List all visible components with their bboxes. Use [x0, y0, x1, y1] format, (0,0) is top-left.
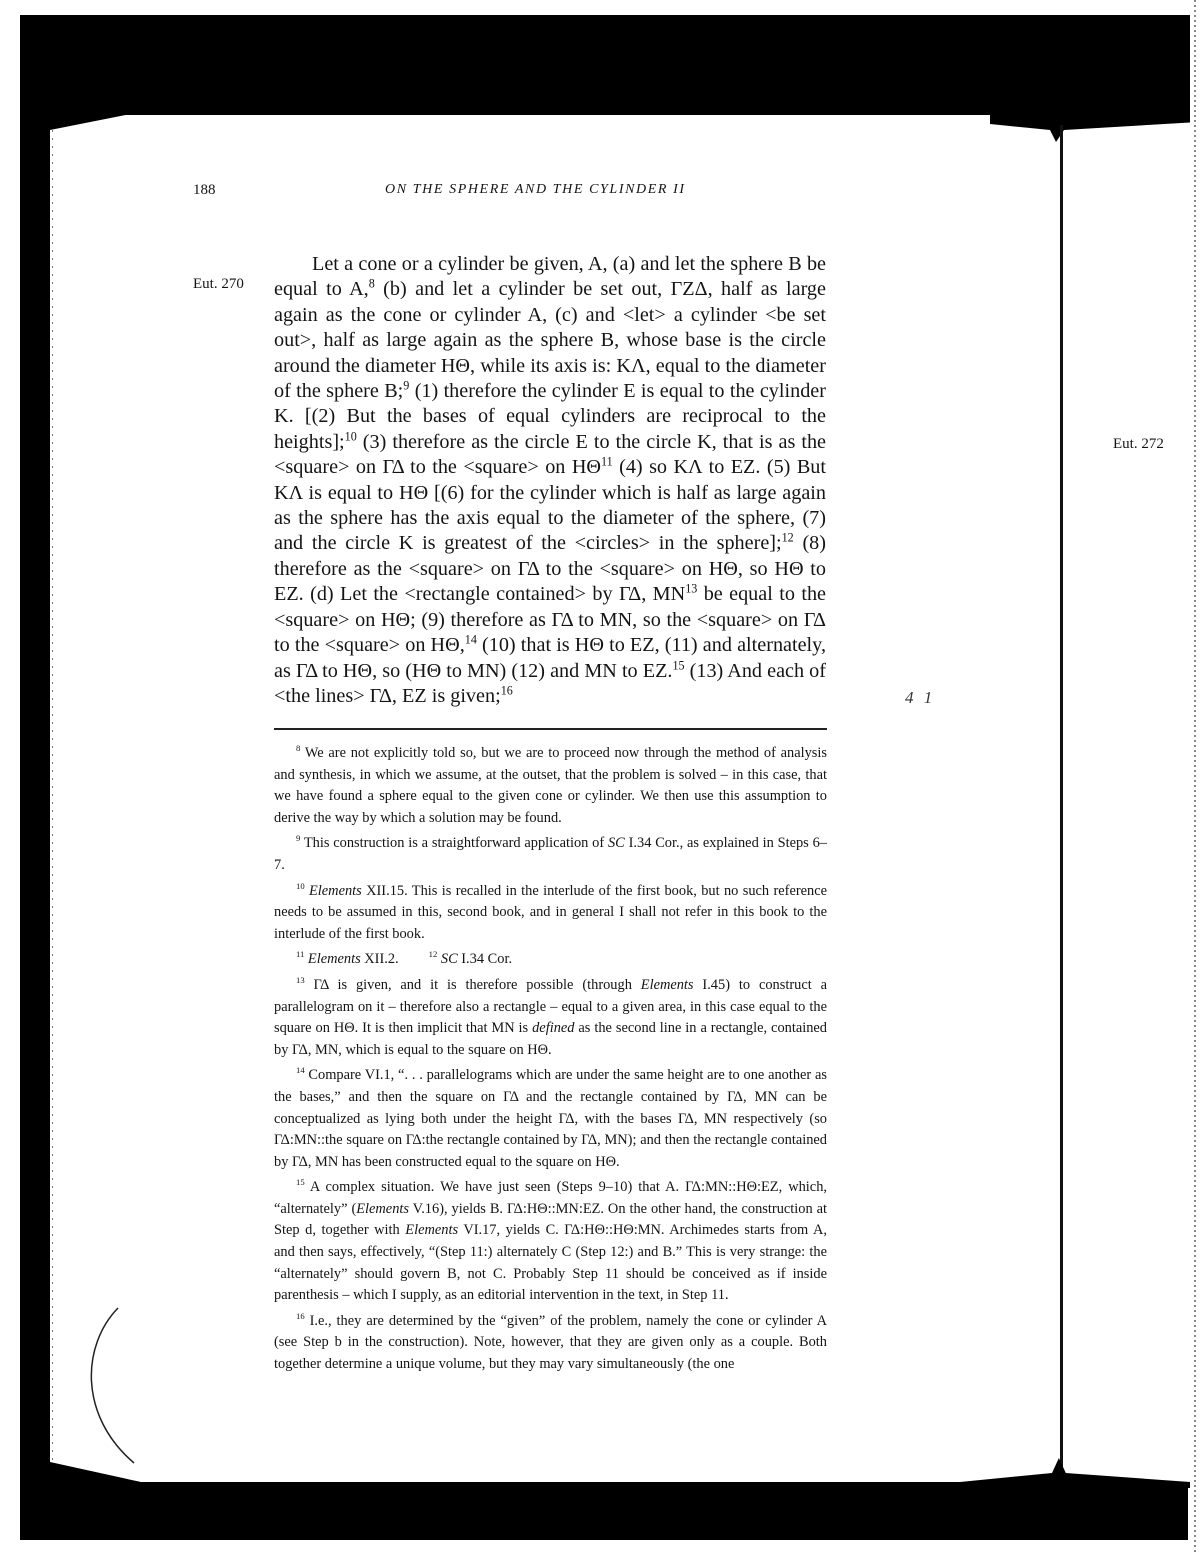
- footnote-ref-9[interactable]: 9: [403, 378, 410, 393]
- margin-note-left: Eut. 270: [193, 276, 244, 292]
- scan-border-bottom-slope: [50, 1462, 140, 1484]
- footnote-text: A complex situation. We have just seen (Steps 9–10) that A. ΓΔ:MN::HΘ:EZ, which, “alternately” (: [274, 1179, 827, 1217]
- footnote-10: [274, 881, 827, 946]
- page-number: 188: [193, 182, 216, 198]
- text-segment: (13) And each of <the lines> ΓΔ, EZ is given;: [274, 659, 826, 707]
- footnote-italic: Elements: [356, 1200, 409, 1217]
- text-segment: Let a cone or a cylinder be given, A, (a) and let the sphere B be equal to A,: [274, 253, 826, 301]
- footnote-rule: [274, 728, 827, 730]
- text-segment: (b) and let a cylinder be set out, ΓZΔ, half as large again as the cone or cylinder A, (c) and <let> a cylinder <be set out>, half as large again as the sphere B, whose base is the circle around the diameter HΘ, while its axis is: KΛ, equal to the diameter of the sphere B;: [274, 278, 826, 403]
- footnote-italic: defined: [532, 1020, 575, 1037]
- footnote-text: ΓΔ is given, and it is therefore possible (through: [313, 976, 641, 993]
- footnote-text: I.34 Cor., as explained in Steps 6–7.: [274, 835, 827, 873]
- footnote-ref-14[interactable]: 14: [464, 632, 477, 647]
- footnote-number: 10: [296, 880, 305, 891]
- footnotes: [274, 743, 827, 1380]
- footnote-text: We are not explicitly told so, but we are to proceed now through the method of analysis and synthesis, in which we assume, at the outset, that the problem is solved – in this case, that we have found a sphere equal to the given cone or cylinder. We then use this assumption to derive the way by which a solution may be found.: [274, 745, 827, 826]
- footnote-number: 13: [296, 975, 305, 986]
- footnote-ref-12[interactable]: 12: [781, 530, 794, 545]
- footnote-number: 12: [428, 949, 438, 960]
- footnote-number: 11: [296, 949, 305, 960]
- text-segment: (3) therefore as the circle E to the circle K, that is as the <square> on ΓΔ to the <square> on HΘ: [274, 430, 826, 479]
- footnote-text: as the second line in a rectangle, contained by ΓΔ, MN, which is equal to the square on HΘ.: [274, 1020, 827, 1058]
- running-head: ON THE SPHERE AND THE CYLINDER II: [385, 182, 686, 197]
- footnote-text: I.45) to construct a parallelogram on it – therefore also a rectangle – equal to a given area, in this case equal to the square on HΘ. It is then implicit that MN is: [274, 976, 827, 1037]
- main-paragraph: [274, 252, 826, 709]
- footnote-number: 9: [296, 833, 301, 844]
- footnote-15: [274, 1177, 827, 1307]
- scan-border-bottom: [20, 1482, 1188, 1540]
- footnote-ref-13[interactable]: 13: [685, 581, 698, 596]
- book-gutter-top: [990, 112, 1190, 142]
- scan-right-edge: [1194, 0, 1196, 1552]
- footnote-italic: SC: [607, 835, 625, 852]
- footnote-italic: SC: [440, 951, 458, 968]
- footnote-number: 15: [296, 1177, 305, 1188]
- text-segment: (8) therefore as the <square> on ΓΔ to the <square> on HΘ, so HΘ to EZ. (d) Let the <rectangle contained> by ΓΔ, MN: [274, 532, 826, 606]
- footnote-ref-11[interactable]: 11: [601, 454, 613, 469]
- footnote-number: 8: [296, 743, 301, 754]
- footnote-11-12: [274, 949, 827, 971]
- footnote-text: Compare VI.1, “. . . parallelograms which are under the same height are to one another as the bases,” and then the square on ΓΔ and the rectangle contained by ΓΔ, MN can be conceptualized as lying both under the height ΓΔ, with the bases ΓΔ, MN respectively (so ΓΔ:MN::the square on ΓΔ:the rectangle contained by ΓΔ, MN); and then the rectangle contained by ΓΔ, MN has been constructed equal to the square on HΘ.: [274, 1067, 827, 1170]
- footnote-text: VI.17, yields C. ΓΔ:HΘ::HΘ:MN. Archimedes starts from A, and then says, effectively, “(Step 11:) alternately C (Step 12:) and B.” This is very strange: the “alternately” should govern B, not C. Probably Step 11 should be conceived as if inside parenthesis – which I supply, as an editorial intervention in the text, in Step 11.: [274, 1222, 827, 1304]
- text-segment: (4) so KΛ to EZ. (5) But KΛ is equal to HΘ [(6) for the cylinder which is half as large again as the sphere has the axis equal to the diameter of the sphere, (7) and the circle K is greatest of the <circles> in the sphere];: [274, 456, 826, 555]
- book-gutter-bottom: [960, 1458, 1190, 1488]
- handwritten-mark: 4 1: [905, 688, 936, 707]
- main-text: [274, 252, 826, 709]
- footnote-text: XII.15. This is recalled in the interlude of the first book, but no such reference needs to be assumed in this, second book, and in general I shall not refer in this book to the interlude of the first book.: [274, 882, 827, 942]
- footnote-ref-16[interactable]: 16: [500, 683, 513, 698]
- footnote-13: [274, 975, 827, 1061]
- text-segment: (10) that is HΘ to EZ, (11) and alternately, as ΓΔ to HΘ, so (HΘ to MN) (12) and MN to EZ.: [274, 634, 826, 682]
- footnote-ref-8[interactable]: 8: [368, 276, 375, 291]
- footnote-8: [274, 743, 827, 829]
- footnote-number: 14: [296, 1065, 305, 1076]
- book-gutter-line: [1060, 125, 1063, 1475]
- scan-border-left: [20, 15, 50, 1540]
- footnote-text: XII.2.: [360, 951, 399, 968]
- margin-note-right: Eut. 272: [1113, 436, 1164, 452]
- footnote-text: I.e., they are determined by the “given” of the problem, namely the cone or cylinder A (see Step b in the construction). Note, however, that they are given only as a couple. Both together determine a unique volume, but they may vary simultaneously (the one: [274, 1312, 827, 1373]
- footnote-14: [274, 1065, 827, 1173]
- scan-border-top: [20, 15, 1190, 115]
- footnote-9: [274, 833, 827, 876]
- footnote-number: 16: [296, 1311, 305, 1322]
- footnote-text: V.16), yields B. ΓΔ:HΘ::MN:EZ. On the other hand, the construction at Step d, together with: [274, 1200, 827, 1239]
- footnote-italic: Elements: [309, 882, 362, 899]
- footnote-italic: Elements: [640, 976, 694, 993]
- footnote-italic: Elements: [405, 1222, 459, 1239]
- footnote-text: This construction is a straightforward application of: [303, 835, 608, 852]
- scan-left-edge: [52, 130, 53, 1460]
- scan-border-top-slope: [50, 108, 150, 130]
- text-segment: be equal to the <square> on HΘ; (9) therefore as ΓΔ to MN, so the <square> on ΓΔ to the <square> on HΘ,: [274, 583, 826, 657]
- footnote-ref-15[interactable]: 15: [672, 657, 685, 672]
- footnote-italic: Elements: [307, 951, 361, 968]
- footnote-text: I.34 Cor.: [457, 951, 513, 968]
- footnote-16: [274, 1311, 827, 1376]
- scan-arc-mark: [82, 1305, 202, 1465]
- footnote-ref-10[interactable]: 10: [344, 429, 357, 444]
- text-segment: (1) therefore the cylinder E is equal to the cylinder K. [(2) But the bases of equal cylinders are reciprocal to the heights];: [274, 380, 826, 453]
